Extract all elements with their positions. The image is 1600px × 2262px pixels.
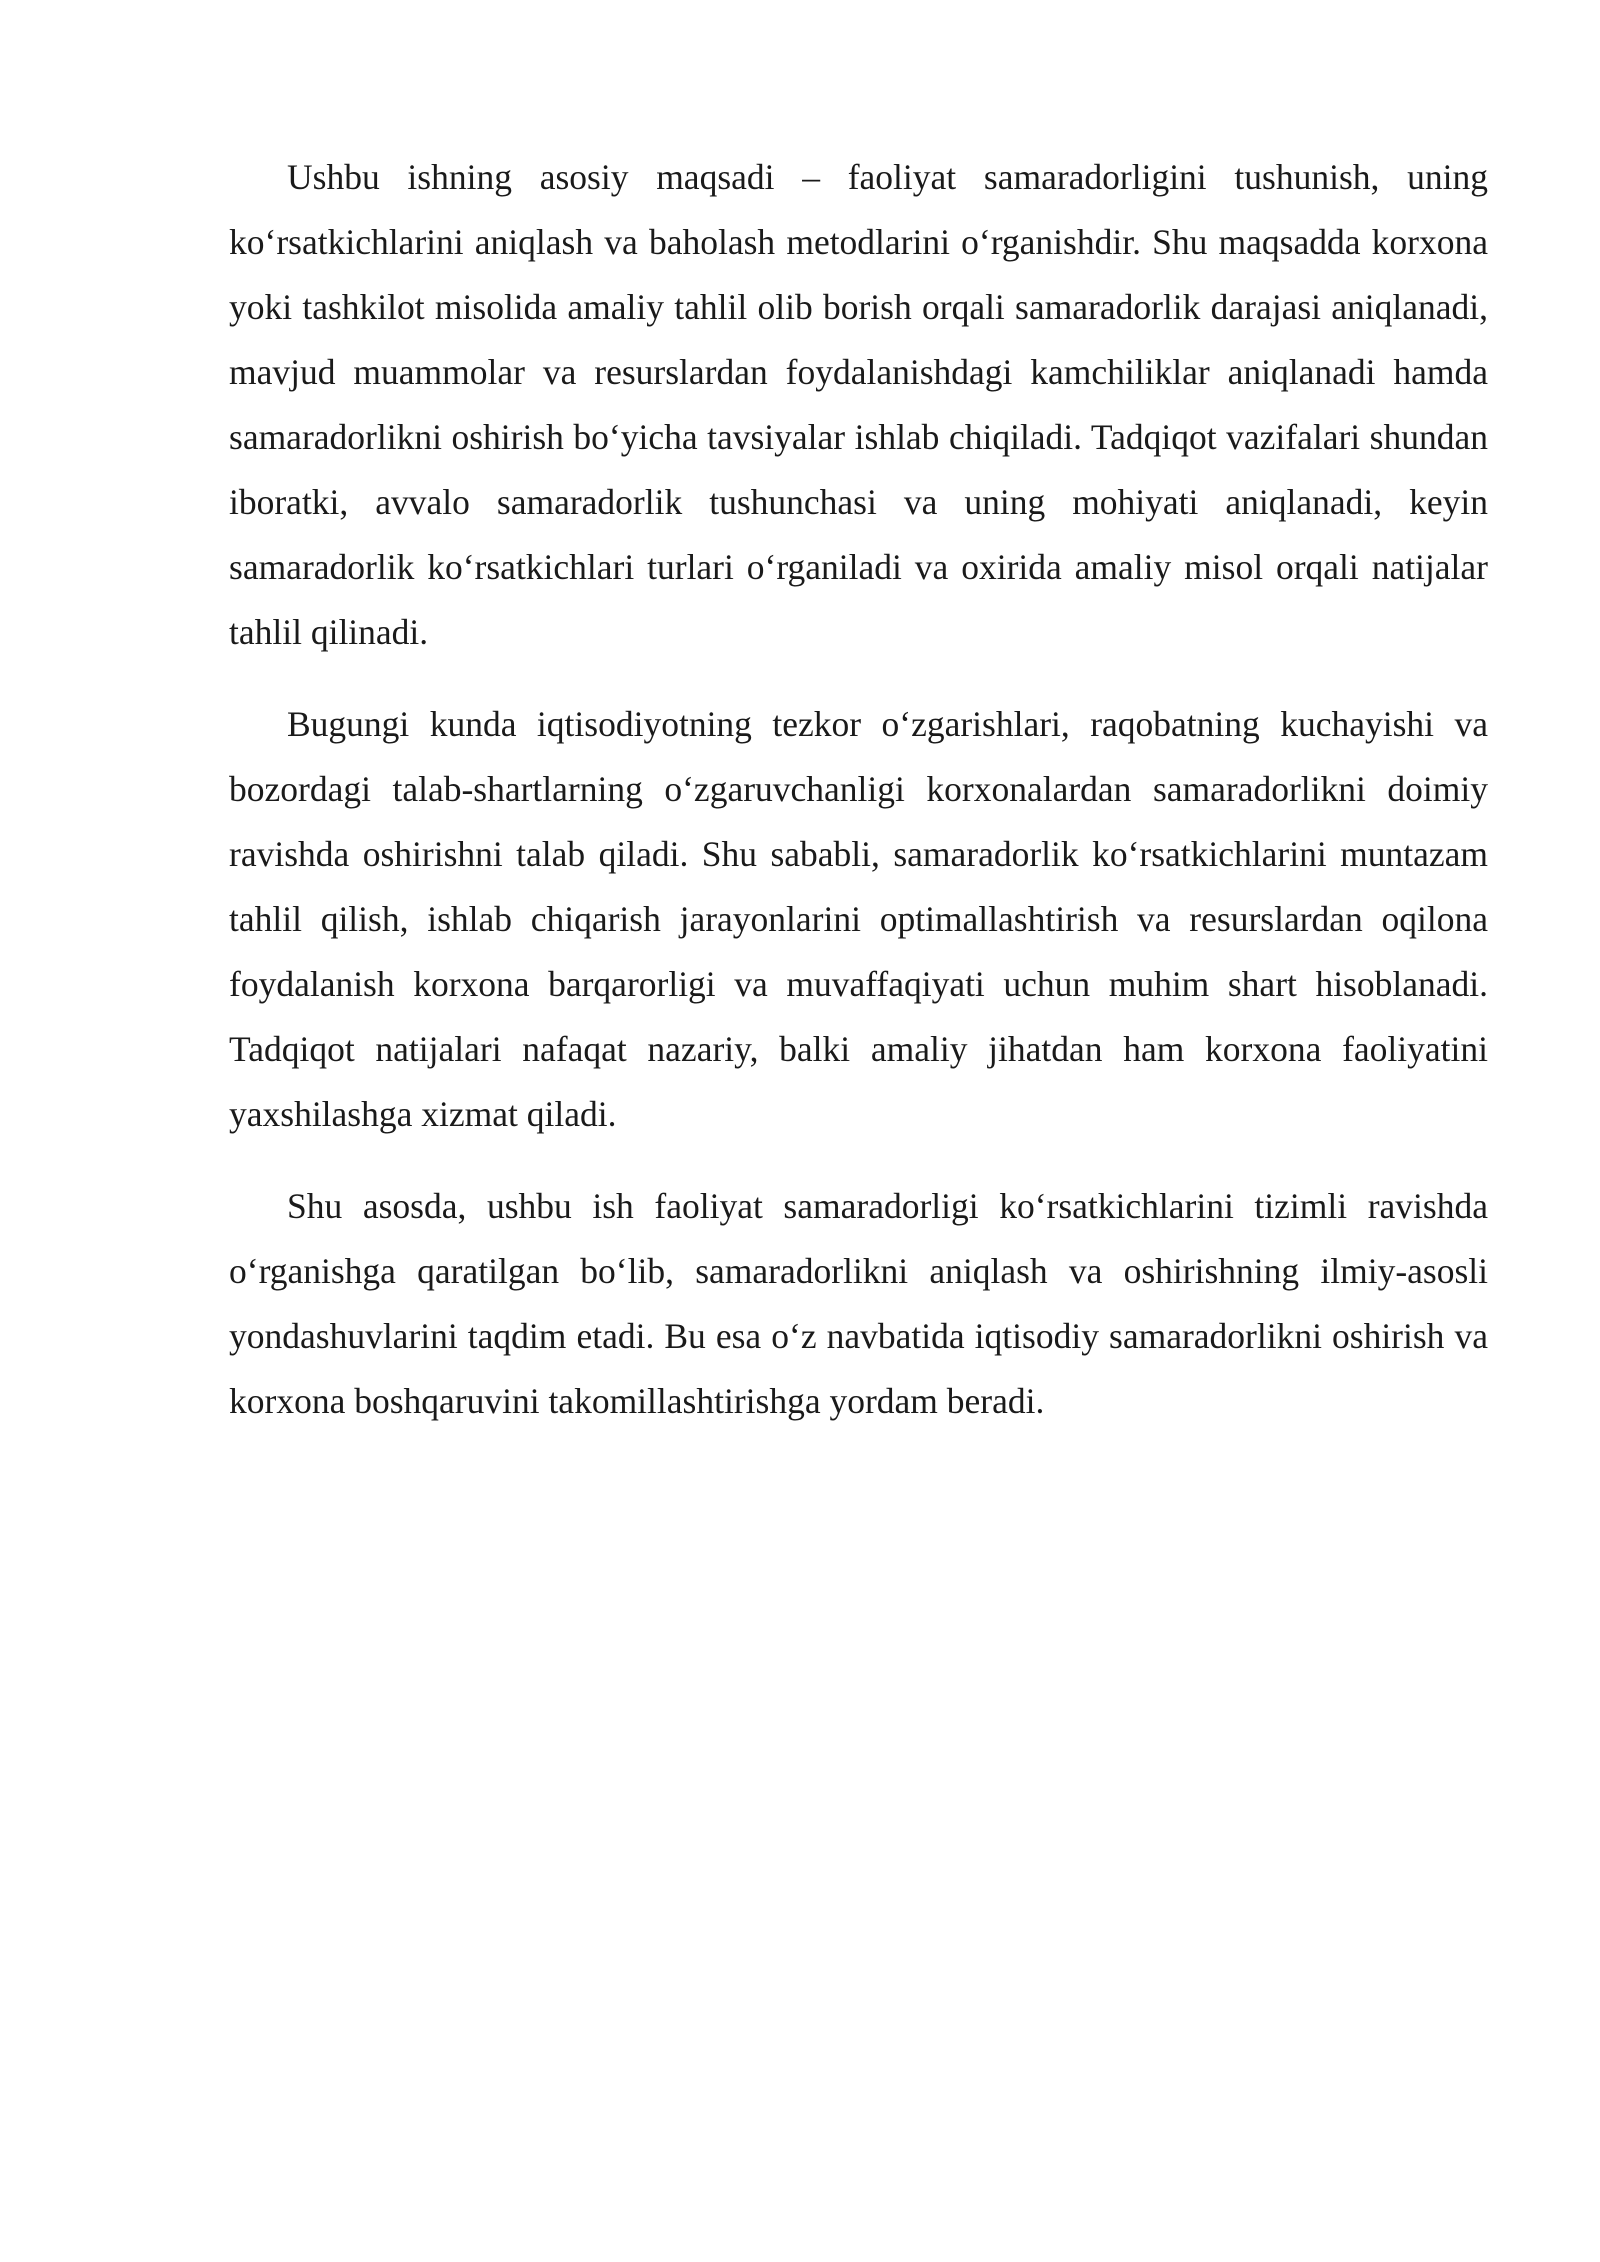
document-body: [229, 145, 1488, 1461]
paragraph-purpose: Ushbu ishning asosiy maqsadi – faoliyat samaradorligini tushunish, uning ko‘rsatkichlarini aniqlash va baholash metodlarini o‘rganishdir. Shu maqsadda korxona yoki tashkilot misolida amaliy tahlil olib borish orqali samaradorlik darajasi aniqlanadi, mavjud muammolar va resurslardan foydalanishdagi kamchiliklar aniqlanadi hamda samaradorlikni oshirish bo‘yicha tavsiyalar ishlab chiqiladi. Tadqiqot vazifalari shundan iboratki, avvalo samaradorlik tushunchasi va uning mohiyati aniqlanadi, keyin samaradorlik ko‘rsatkichlari turlari o‘rganiladi va oxirida amaliy misol orqali natijalar tahlil qilinadi.: [229, 157, 1488, 652]
paragraph-relevance: Bugungi kunda iqtisodiyotning tezkor o‘zgarishlari, raqobatning kuchayishi va bozordagi talab-shartlarning o‘zgaruvchanligi korxonalardan samaradorlikni doimiy ravishda oshirishni talab qiladi. Shu sababli, samaradorlik ko‘rsatkichlarini muntazam tahlil qilish, ishlab chiqarish jarayonlarini optimallashtirish va resurslardan oqilona foydalanish korxona barqarorligi va muvaffaqiyati uchun muhim shart hisoblanadi. Tadqiqot natijalari nafaqat nazariy, balki amaliy jihatdan ham korxona faoliyatini yaxshilashga xizmat qiladi.: [229, 704, 1488, 1134]
paragraph-conclusion: Shu asosda, ushbu ish faoliyat samaradorligi ko‘rsatkichlarini tizimli ravishda o‘rganishga qaratilgan bo‘lib, samaradorlikni aniqlash va oshirishning ilmiy-asosli yondashuvlarini taqdim etadi. Bu esa o‘z navbatida iqtisodiy samaradorlikni oshirish va korxona boshqaruvini takomillashtirishga yordam beradi.: [229, 1186, 1488, 1421]
